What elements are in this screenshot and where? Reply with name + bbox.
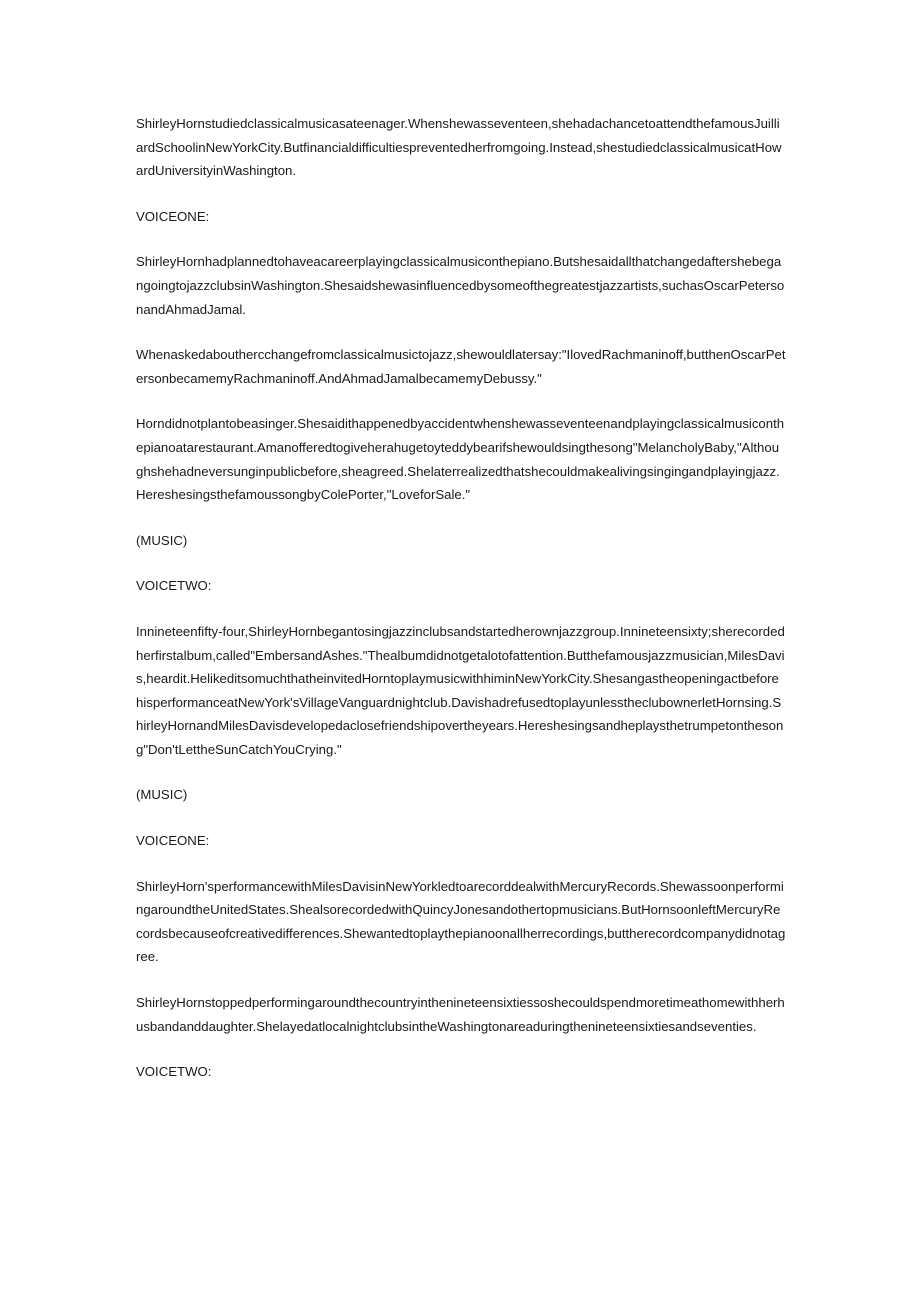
paragraph-rachmaninoff-quote: Whenaskedabouthercchangefromclassicalmusictojazz,shewouldlatersay:"IlovedRachmaninoff,butthenOscarPetersonbecamemyRachmaninoff.AndAhmadJamalbecamemyDebussy." <box>136 347 786 386</box>
speaker-label-voice-one: VOICEONE: <box>136 833 210 849</box>
paragraph-horn-family-time: ShirleyHornstoppedperformingaroundthecountryinthenineteensixtiessoshecouldspendmoretimeathomewithherhusbandanddaughter.ShelayedatlocalnightclubsintheWashingtonareaduringthenineteensixtiesandseventies. <box>136 995 785 1034</box>
paragraph-horn-miles-davis: Innineteenfifty-four,ShirleyHornbegantosingjazzinclubsandstartedherownjazzgroup.Innineteensixty;sherecordedherfirstalbum,called"EmbersandAshes."Thealbumdidnotgetalotofattention.Butthefamousjazzmusician,MilesDavis,heardit.HelikeditsomuchthatheinvitedHorntoplaymusicwithhiminNewYorkCity.ShesangastheopeningactbeforehisperformanceatNewYork'sVillageVanguardnightclub.DavishadrefusedtoplayunlesstheclubownerletHornsing.ShirleyHornandMilesDavisdevelopedaclosefriendshipovertheyears.Hereshesingsandheplaysthetrumpetonthesong"Don'tLettheSunCatchYouCrying." <box>136 623 785 757</box>
paragraph-horn-singing-accident: Horndidnotplantobeasinger.Shesaidithappenedbyaccidentwhenshewasseventeenandplayingclassicalmusiconthepianoatarestaurant.Amanofferedtogiveherahugetoyteddybearifshewouldsingthesong"MelancholyBaby,"Althoughshehadneversunginpublicbefore,sheagreed.Shelaterrealizedthatshecouldmakealivingsingingandplayingjazz.HereshesingsthefamoussongbyColePorter,"LoveforSale." <box>136 416 785 503</box>
speaker-label-voice-two: VOICETWO: <box>136 578 212 594</box>
paragraph-horn-classical-study: ShirleyHornstudiedclassicalmusicasateenager.Whenshewasseventeen,shehadachancetoattendthefamousJuilliardSchoolinNewYorkCity.Butfinancialdifficultiespreventedherfromgoing.Instead,shestudiedclassicalmusicatHowardUniversityinWashington. <box>136 116 782 179</box>
music-cue: (MUSIC) <box>136 787 188 803</box>
speaker-label-voice-one: VOICEONE: <box>136 208 210 224</box>
paragraph-mercury-records: ShirleyHorn'sperformancewithMilesDavisinNewYorkledtoarecorddealwithMercuryRecords.ShewassoonperformingaroundtheUnitedStates.ShealsorecordedwithQuincyJonesandothertopmusicians.ButHornsoonleftMercuryRecordsbecauseofcreativedifferences.Shewantedtoplaythepianoonallherrecordings,buttherecordcompanydidnotagree. <box>136 878 786 965</box>
speaker-label-voice-two: VOICETWO: <box>136 1064 212 1080</box>
music-cue: (MUSIC) <box>136 532 188 548</box>
paragraph-horn-jazz-influence: ShirleyHornhadplannedtohaveacareerplayingclassicalmusiconthepiano.ButshesaidallthatchangedaftershebegangoingtojazzclubsinWashington.Shesaidshewasinfluencedbysomeofthegreatestjazzartists,suchasOscarPetersonandAhmadJamal. <box>136 254 785 317</box>
document-page <box>136 112 786 1106</box>
